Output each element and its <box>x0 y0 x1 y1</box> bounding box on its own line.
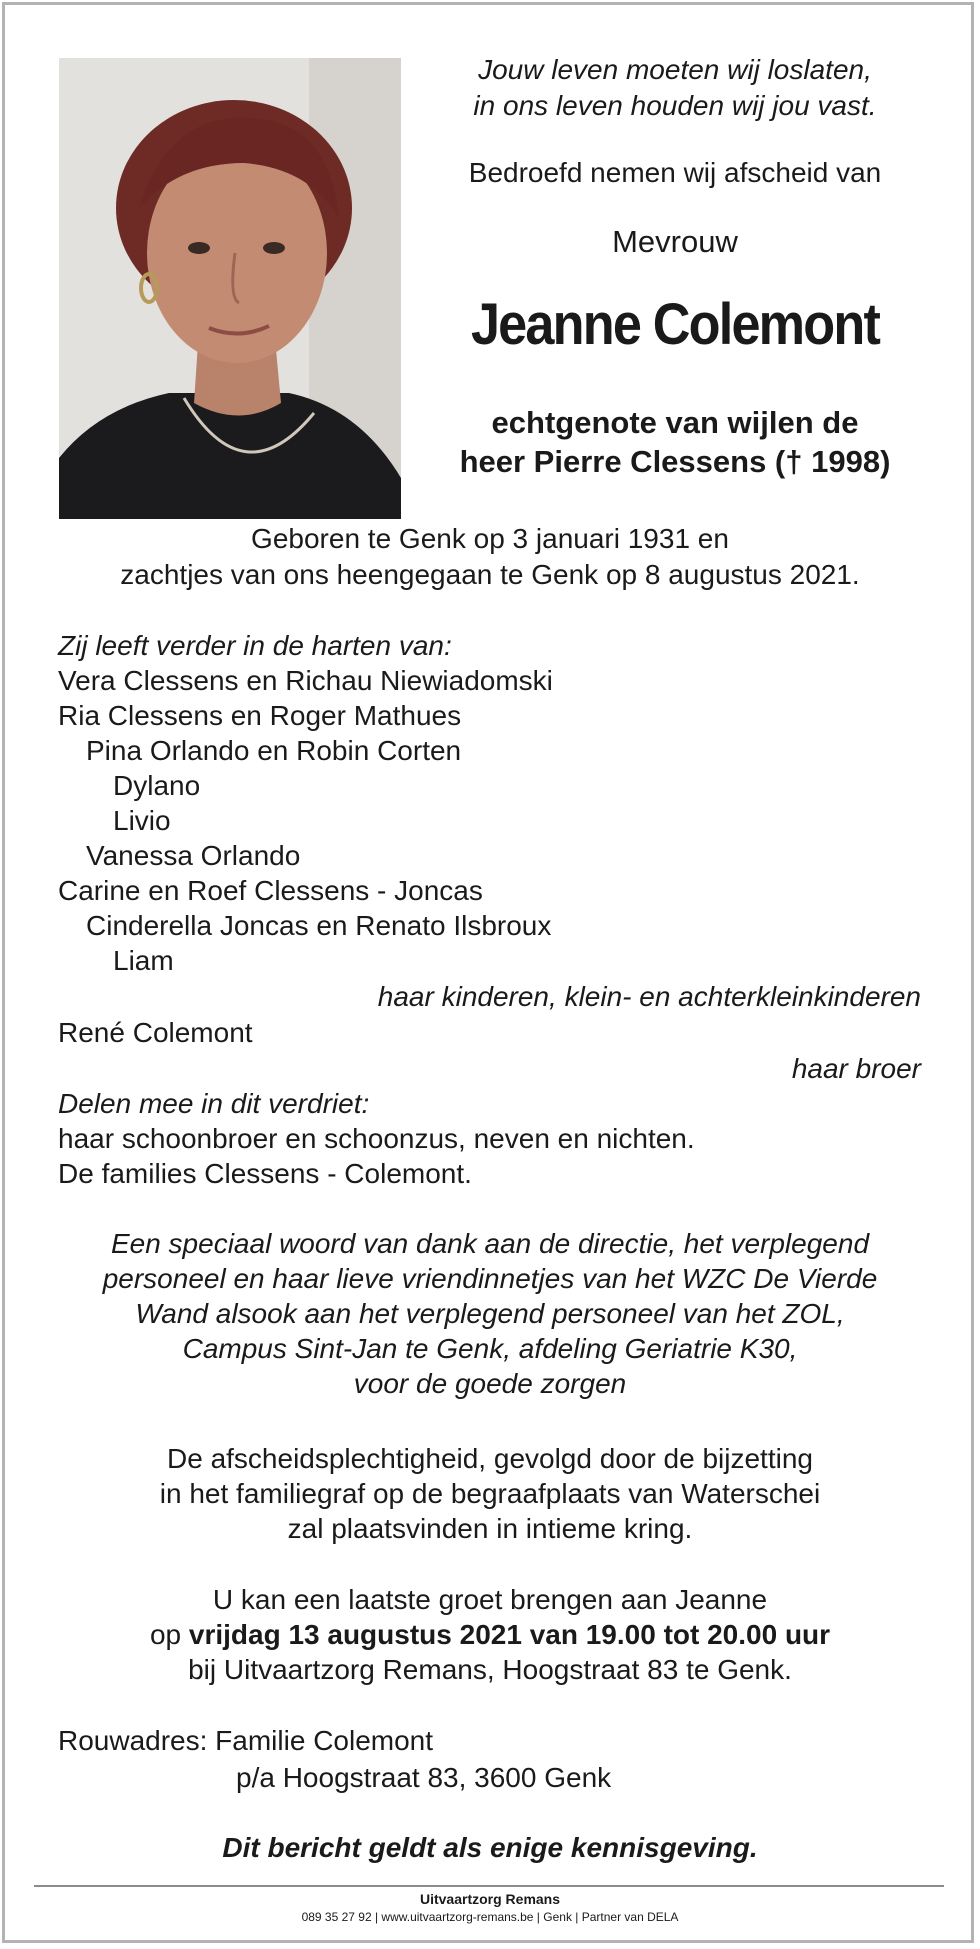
quote-line-1: Jouw leven moeten wij loslaten, <box>478 54 872 85</box>
thanks-line-1: Een speciaal woord van dank aan de directie, het verplegend <box>110 1228 870 1259</box>
address-line-2: p/a Hoogstraat 83, 3600 Genk <box>236 1762 612 1793</box>
family-heading: Zij leeft verder in de harten van: <box>58 630 452 661</box>
footer-divider <box>34 1885 944 1887</box>
family-member: Carine en Roef Clessens - Joncas <box>58 875 483 906</box>
salutation: Mevrouw <box>612 224 738 259</box>
family-member: Vanessa Orlando <box>86 840 301 871</box>
ceremony-line-2: in het familiegraf op de begraafplaats van Waterschei <box>159 1478 821 1509</box>
footer-details: 089 35 27 92 | www.uitvaartzorg-remans.be | Genk | Partner van DELA <box>301 1910 679 1924</box>
spouse-line-2: heer Pierre Clessens († 1998) <box>459 444 891 479</box>
notice-text: Dit bericht geldt als enige kennisgeving. <box>222 1832 758 1863</box>
relation-brother: haar broer <box>791 1053 921 1084</box>
portrait-illustration <box>59 58 401 519</box>
family-member: Pina Orlando en Robin Corten <box>86 735 462 766</box>
family-member: Liam <box>113 945 174 976</box>
address-line-1: Rouwadres: Familie Colemont <box>58 1725 434 1756</box>
visit-datetime: vrijdag 13 augustus 2021 van 19.00 tot 20.00 uur <box>188 1619 831 1650</box>
thanks-line-5: voor de goede zorgen <box>353 1368 627 1399</box>
thanks-line-4: Campus Sint-Jan te Genk, afdeling Geriatrie K30, <box>182 1333 798 1364</box>
visit-prefix: op <box>149 1619 189 1650</box>
thanks-line-3: Wand alsook aan het verplegend personeel van het ZOL, <box>135 1298 845 1329</box>
visit-line-3: bij Uitvaartzorg Remans, Hoogstraat 83 te Genk. <box>188 1654 792 1685</box>
ceremony-line-3: zal plaatsvinden in intieme kring. <box>287 1513 693 1544</box>
share-heading: Delen mee in dit verdriet: <box>58 1088 370 1119</box>
ceremony-line-1: De afscheidsplechtigheid, gevolgd door de bijzetting <box>167 1443 813 1474</box>
quote-line-2: in ons leven houden wij jou vast. <box>473 90 877 121</box>
share-line-2: De families Clessens - Colemont. <box>58 1158 472 1189</box>
footer-company: Uitvaartzorg Remans <box>419 1891 561 1907</box>
relation-children: haar kinderen, klein- en achterkleinkinderen <box>377 981 921 1012</box>
birth-line-2: zachtjes van ons heengegaan te Genk op 8 augustus 2021. <box>120 559 860 590</box>
birth-line-1: Geboren te Genk op 3 januari 1931 en <box>251 523 729 554</box>
brother-name: René Colemont <box>58 1017 253 1048</box>
family-member: Vera Clessens en Richau Niewiadomski <box>58 665 553 696</box>
family-member: Cinderella Joncas en Renato Ilsbroux <box>86 910 552 941</box>
thanks-line-2: personeel en haar lieve vriendinnetjes van het WZC De Vierde <box>102 1263 878 1294</box>
visit-line-2 <box>0 1617 980 1652</box>
portrait-photo <box>59 58 401 519</box>
intro-text: Bedroefd nemen wij afscheid van <box>468 157 882 188</box>
family-member: Livio <box>113 805 171 836</box>
spouse-line-1: echtgenote van wijlen de <box>491 405 859 440</box>
family-member: Dylano <box>113 770 201 801</box>
family-member: Ria Clessens en Roger Mathues <box>58 700 462 731</box>
deceased-name: Jeanne Colemont <box>470 292 880 357</box>
visit-line-1: U kan een laatste groet brengen aan Jeanne <box>212 1584 768 1615</box>
share-line-1: haar schoonbroer en schoonzus, neven en nichten. <box>58 1123 695 1154</box>
